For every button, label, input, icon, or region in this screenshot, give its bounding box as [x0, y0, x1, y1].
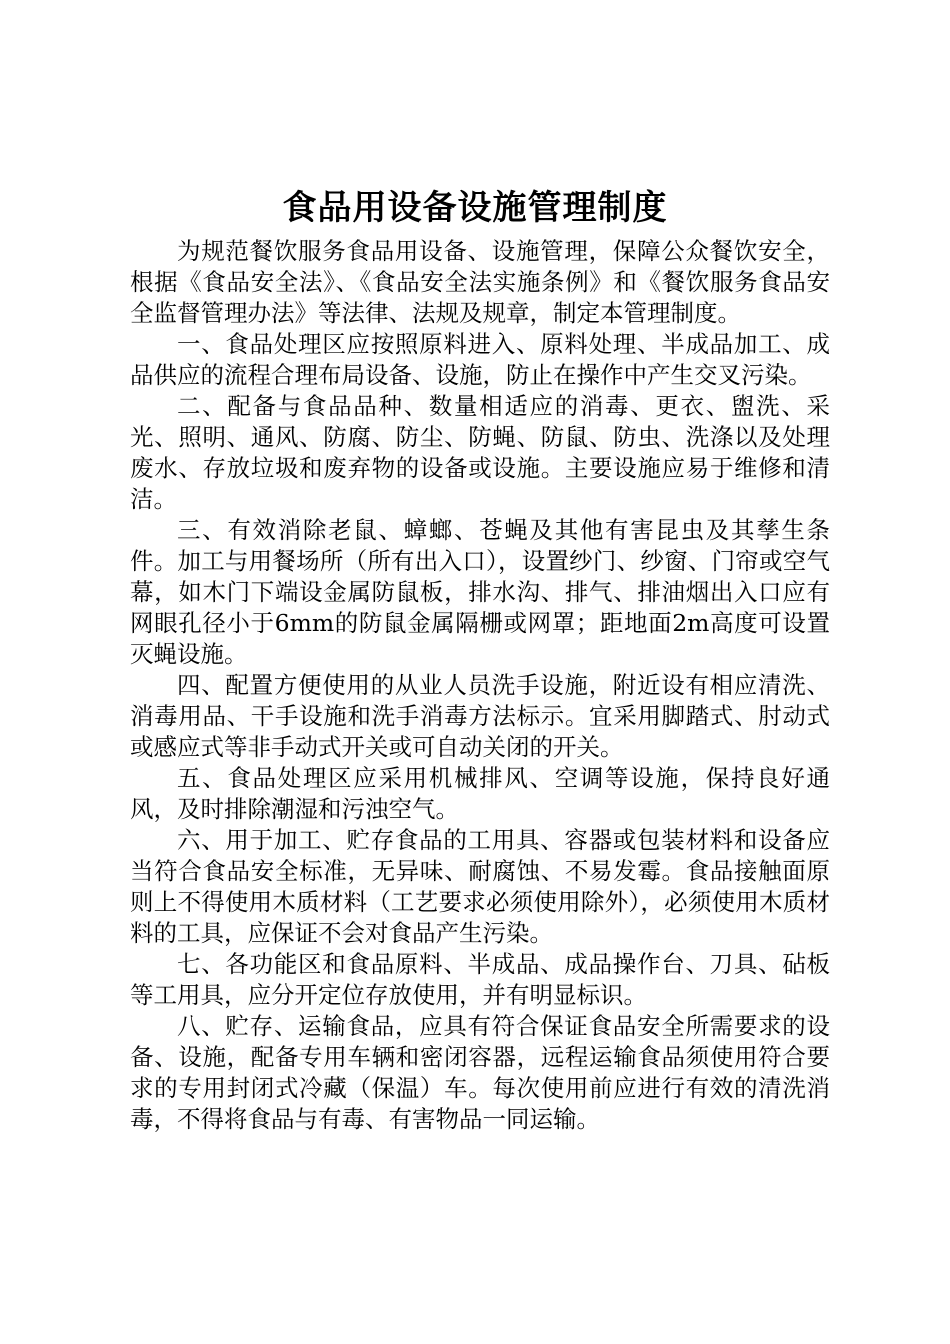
paragraph-6: 六、用于加工、贮存食品的工用具、容器或包装材料和设备应当符合食品安全标准，无异味、耐腐蚀、不易发霉。食品接触面原则上不得使用木质材料（工艺要求必须使用除外），必须使用木质材料的工具，应保证不会对食品产生污染。: [130, 826, 830, 947]
paragraph-8: 八、贮存、运输食品，应具有符合保证食品安全所需要求的设备、设施，配备专用车辆和密闭容器，远程运输食品须使用符合要求的专用封闭式冷藏（保温）车。每次使用前应进行有效的清洗消毒，不得将食品与有毒、有害物品一同运输。: [130, 1012, 830, 1133]
paragraph-5: 五、食品处理区应采用机械排风、空调等设施，保持良好通风，及时排除潮湿和污浊空气。: [130, 764, 830, 823]
paragraph-7: 七、各功能区和食品原料、半成品、成品操作台、刀具、砧板等工用具，应分开定位存放使用，并有明显标识。: [130, 950, 830, 1009]
paragraph-intro: 为规范餐饮服务食品用设备、设施管理，保障公众餐饮安全，根据《食品安全法》、《食品安全法实施条例》和《餐饮服务食品安全监督管理办法》等法律、法规及规章，制定本管理制度。: [130, 237, 830, 327]
paragraph-4: 四、配置方便使用的从业人员洗手设施，附近设有相应清洗、消毒用品、干手设施和洗手消毒方法标示。宜采用脚踏式、肘动式或感应式等非手动式开关或可自动关闭的开关。: [130, 671, 830, 761]
document-body: [130, 236, 830, 1135]
paragraph-2: 二、配备与食品品种、数量相适应的消毒、更衣、盥洗、采光、照明、通风、防腐、防尘、防蝇、防鼠、防虫、洗涤以及处理废水、存放垃圾和废弃物的设备或设施。主要设施应易于维修和清洁。: [130, 392, 830, 513]
document-title: 食品用设备设施管理制度: [282, 188, 668, 228]
paragraph-3: 三、有效消除老鼠、蟑螂、苍蝇及其他有害昆虫及其孳生条件。加工与用餐场所（所有出入口），设置纱门、纱窗、门帘或空气幕，如木门下端设金属防鼠板，排水沟、排气、排油烟出入口应有网眼孔径小于6mm的防鼠金属隔栅或网罩；距地面2m高度可设置灭蝇设施。: [130, 516, 830, 668]
paragraph-1: 一、食品处理区应按照原料进入、原料处理、半成品加工、成品供应的流程合理布局设备、设施，防止在操作中产生交叉污染。: [130, 330, 830, 389]
